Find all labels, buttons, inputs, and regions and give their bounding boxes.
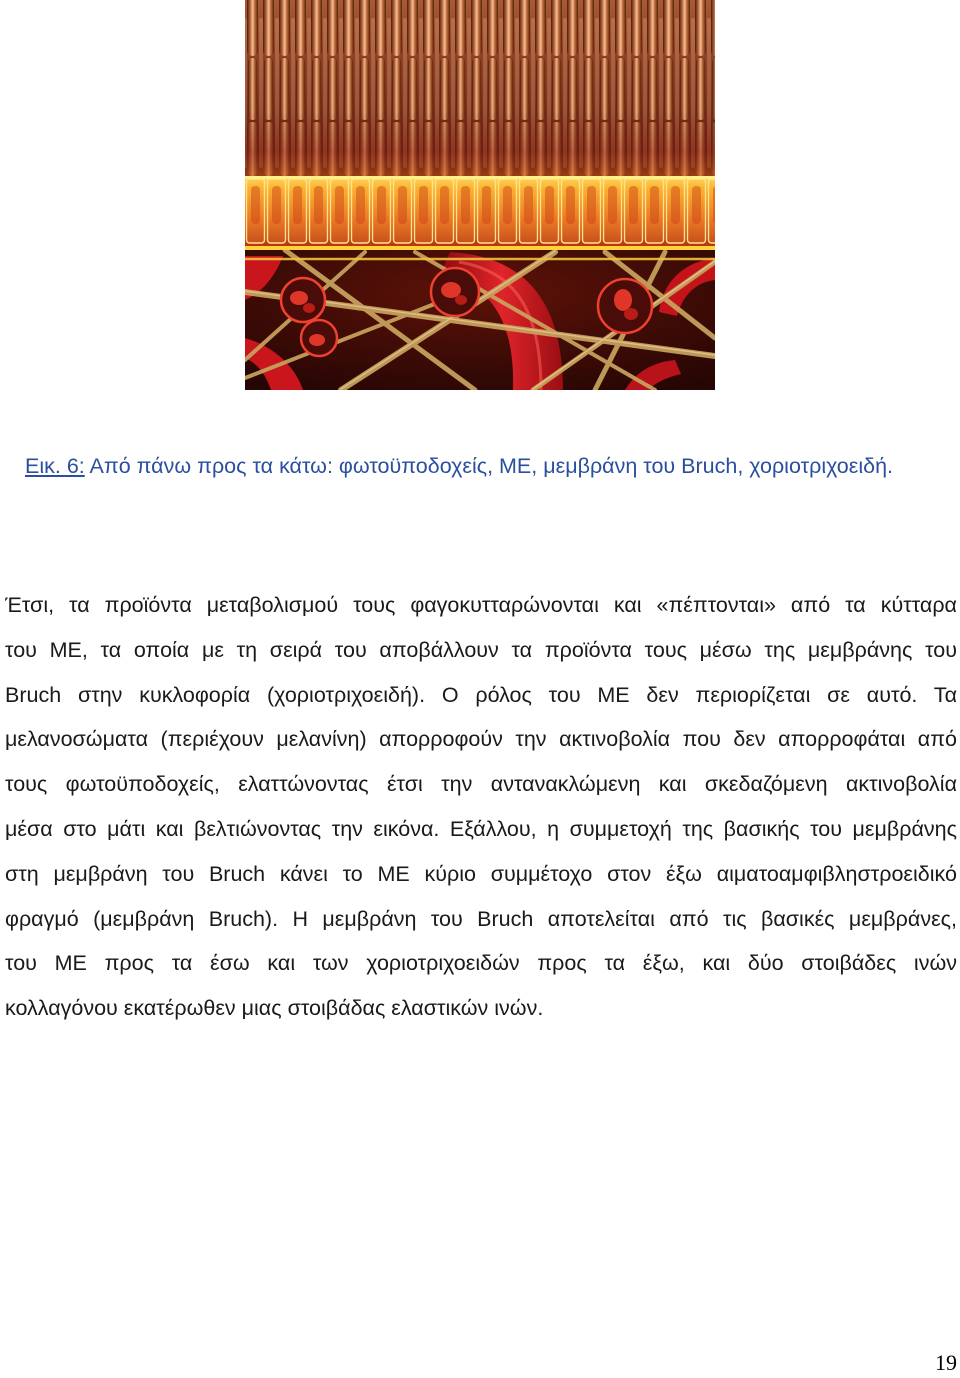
- figure: [245, 0, 715, 390]
- body-line: του ΜΕ, τα οποία με τη σειρά του αποβάλλουν τα προϊόντα τους μέσω της μεμβράνης του: [5, 637, 957, 662]
- figure-caption-label: Εικ. 6:: [25, 454, 85, 478]
- choroid-layer: [245, 250, 715, 390]
- retina-illustration: [245, 0, 715, 390]
- body-line: μελανοσώματα (περιέχουν μελανίνη) απορροφούν την ακτινοβολία που δεν απορροφάται από: [5, 727, 957, 752]
- body-line: τους φωτοϋποδοχείς, ελαττώνοντας έτσι την αντανακλώμενη και σκεδαζόμενη ακτινοβολία: [5, 772, 957, 797]
- body-line: στη μεμβράνη του Bruch κάνει το ΜΕ κύριο συμμέτοχο στον έξω αιματοαμφιβληστροειδικό: [5, 861, 957, 886]
- page-number: 19: [935, 1350, 957, 1375]
- body-line: του ΜΕ προς τα έσω και των χοριοτριχοειδών προς τα έξω, και δύο στοιβάδες ινών: [5, 951, 957, 976]
- figure-caption-text: Από πάνω προς τα κάτω: φωτοϋποδοχείς, ΜΕ, μεμβράνη του Bruch, χοριοτριχοειδή.: [89, 454, 894, 478]
- rpe-layer: [245, 176, 715, 246]
- body-line: Έτσι, τα προϊόντα μεταβολισμού τους φαγοκυτταρώνονται και «πέπτονται» από τα κύτταρα: [5, 593, 957, 617]
- figure-caption: [25, 452, 893, 480]
- body-line: φραγμό (μεμβράνη Bruch). Η μεμβράνη του Bruch αποτελείται από τις βασικές μεμβράνες,: [5, 906, 957, 931]
- body-line: Bruch στην κυκλοφορία (χοριοτριχοειδή). Ο ρόλος του ΜΕ δεν περιορίζεται σε αυτό. Τα: [5, 682, 957, 707]
- body-line: μέσα στο μάτι και βελτιώνοντας την εικόνα. Εξάλλου, η συμμετοχή της βασικής του μεμβράνης: [5, 816, 957, 841]
- photoreceptor-layer: [245, 0, 715, 180]
- body-line: κολλαγόνου εκατέρωθεν μιας στοιβάδας ελαστικών ινών.: [5, 996, 544, 1021]
- body-paragraph: [5, 583, 957, 1031]
